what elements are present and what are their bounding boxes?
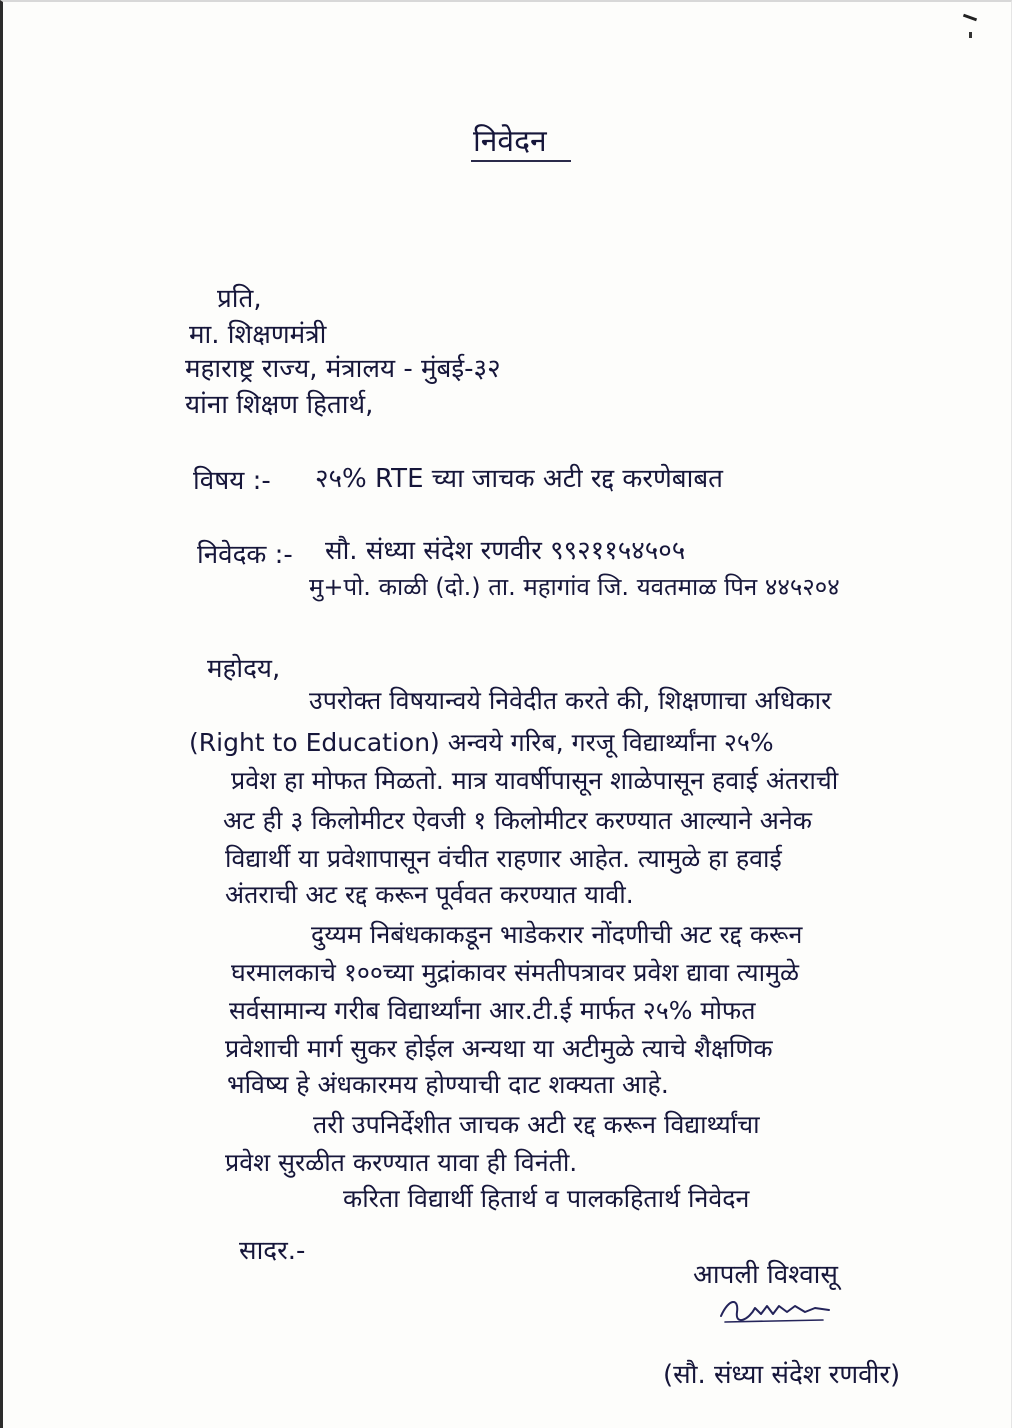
body-line: (Right to Education) अन्वये गरिब, गरजू विद्यार्थ्यांना २५%	[189, 728, 774, 757]
body-line: सर्वसामान्य गरीब विद्यार्थ्यांना आर.टी.ई मार्फत २५% मोफत	[229, 996, 756, 1025]
body-line: उपरोक्त विषयान्वये निवेदीत करते की, शिक्षणाचा अधिकार	[309, 686, 832, 715]
recipient-address: महाराष्ट्र राज्य, मंत्रालय - मुंबई-३२	[185, 354, 501, 384]
body-line: करिता विद्यार्थी हितार्थ व पालकहितार्थ निवेदन	[343, 1184, 750, 1213]
salutation: महोदय,	[207, 654, 281, 684]
closing-yours: आपली विश्वासू	[693, 1260, 838, 1290]
body-line: अंतराची अट रद्द करून पूर्ववत करण्यात यावी.	[225, 880, 634, 909]
closing-sadar: सादर.-	[239, 1236, 306, 1266]
letter-title: निवेदन	[473, 124, 547, 159]
body-line: प्रवेश सुरळीत करण्यात यावा ही विनंती.	[225, 1148, 578, 1177]
corner-mark	[963, 14, 977, 22]
recipient-name: मा. शिक्षणमंत्री	[189, 320, 327, 350]
signature-mark	[715, 1290, 835, 1330]
body-line: प्रवेशाची मार्ग सुकर होईल अन्यथा या अटीमुळे त्याचे शैक्षणिक	[225, 1034, 773, 1063]
body-line: अट ही ३ किलोमीटर ऐवजी १ किलोमीटर करण्यात आल्याने अनेक	[223, 806, 812, 835]
applicant-line2: मु+पो. काळी (दो.) ता. महागांव जि. यवतमाळ पिन ४४५२०४	[309, 573, 840, 601]
closing-name: (सौ. संध्या संदेश रणवीर)	[663, 1360, 901, 1390]
recipient-to: प्रति,	[217, 284, 262, 314]
body-line: दुय्यम निबंधकाकडून भाडेकरार नोंदणीची अट रद्द करून	[311, 920, 803, 949]
applicant-label: निवेदक :-	[197, 540, 293, 570]
applicant-line1: सौ. संध्या संदेश रणवीर ९९२११५४५०५	[325, 536, 686, 566]
recipient-via: यांना शिक्षण हितार्थ,	[185, 390, 374, 420]
body-line: भविष्य हे अंधकारमय होण्याची दाट शक्यता आहे.	[227, 1070, 669, 1099]
body-line: घरमालकाचे १००च्या मुद्रांकावर संमतीपत्रावर प्रवेश द्यावा त्यामुळे	[231, 958, 800, 987]
body-line: प्रवेश हा मोफत मिळतो. मात्र यावर्षीपासून शाळेपासून हवाई अंतराची	[231, 766, 839, 795]
body-line: विद्यार्थी या प्रवेशापासून वंचीत राहणार आहेत. त्यामुळे हा हवाई	[225, 844, 782, 873]
title-underline	[471, 160, 571, 162]
subject-label: विषय :-	[193, 466, 271, 496]
subject-text: २५% RTE च्या जाचक अटी रद्द करणेबाबत	[315, 464, 723, 494]
body-line: तरी उपनिर्देशीत जाचक अटी रद्द करून विद्यार्थ्यांचा	[313, 1110, 760, 1139]
corner-mark	[969, 32, 972, 38]
